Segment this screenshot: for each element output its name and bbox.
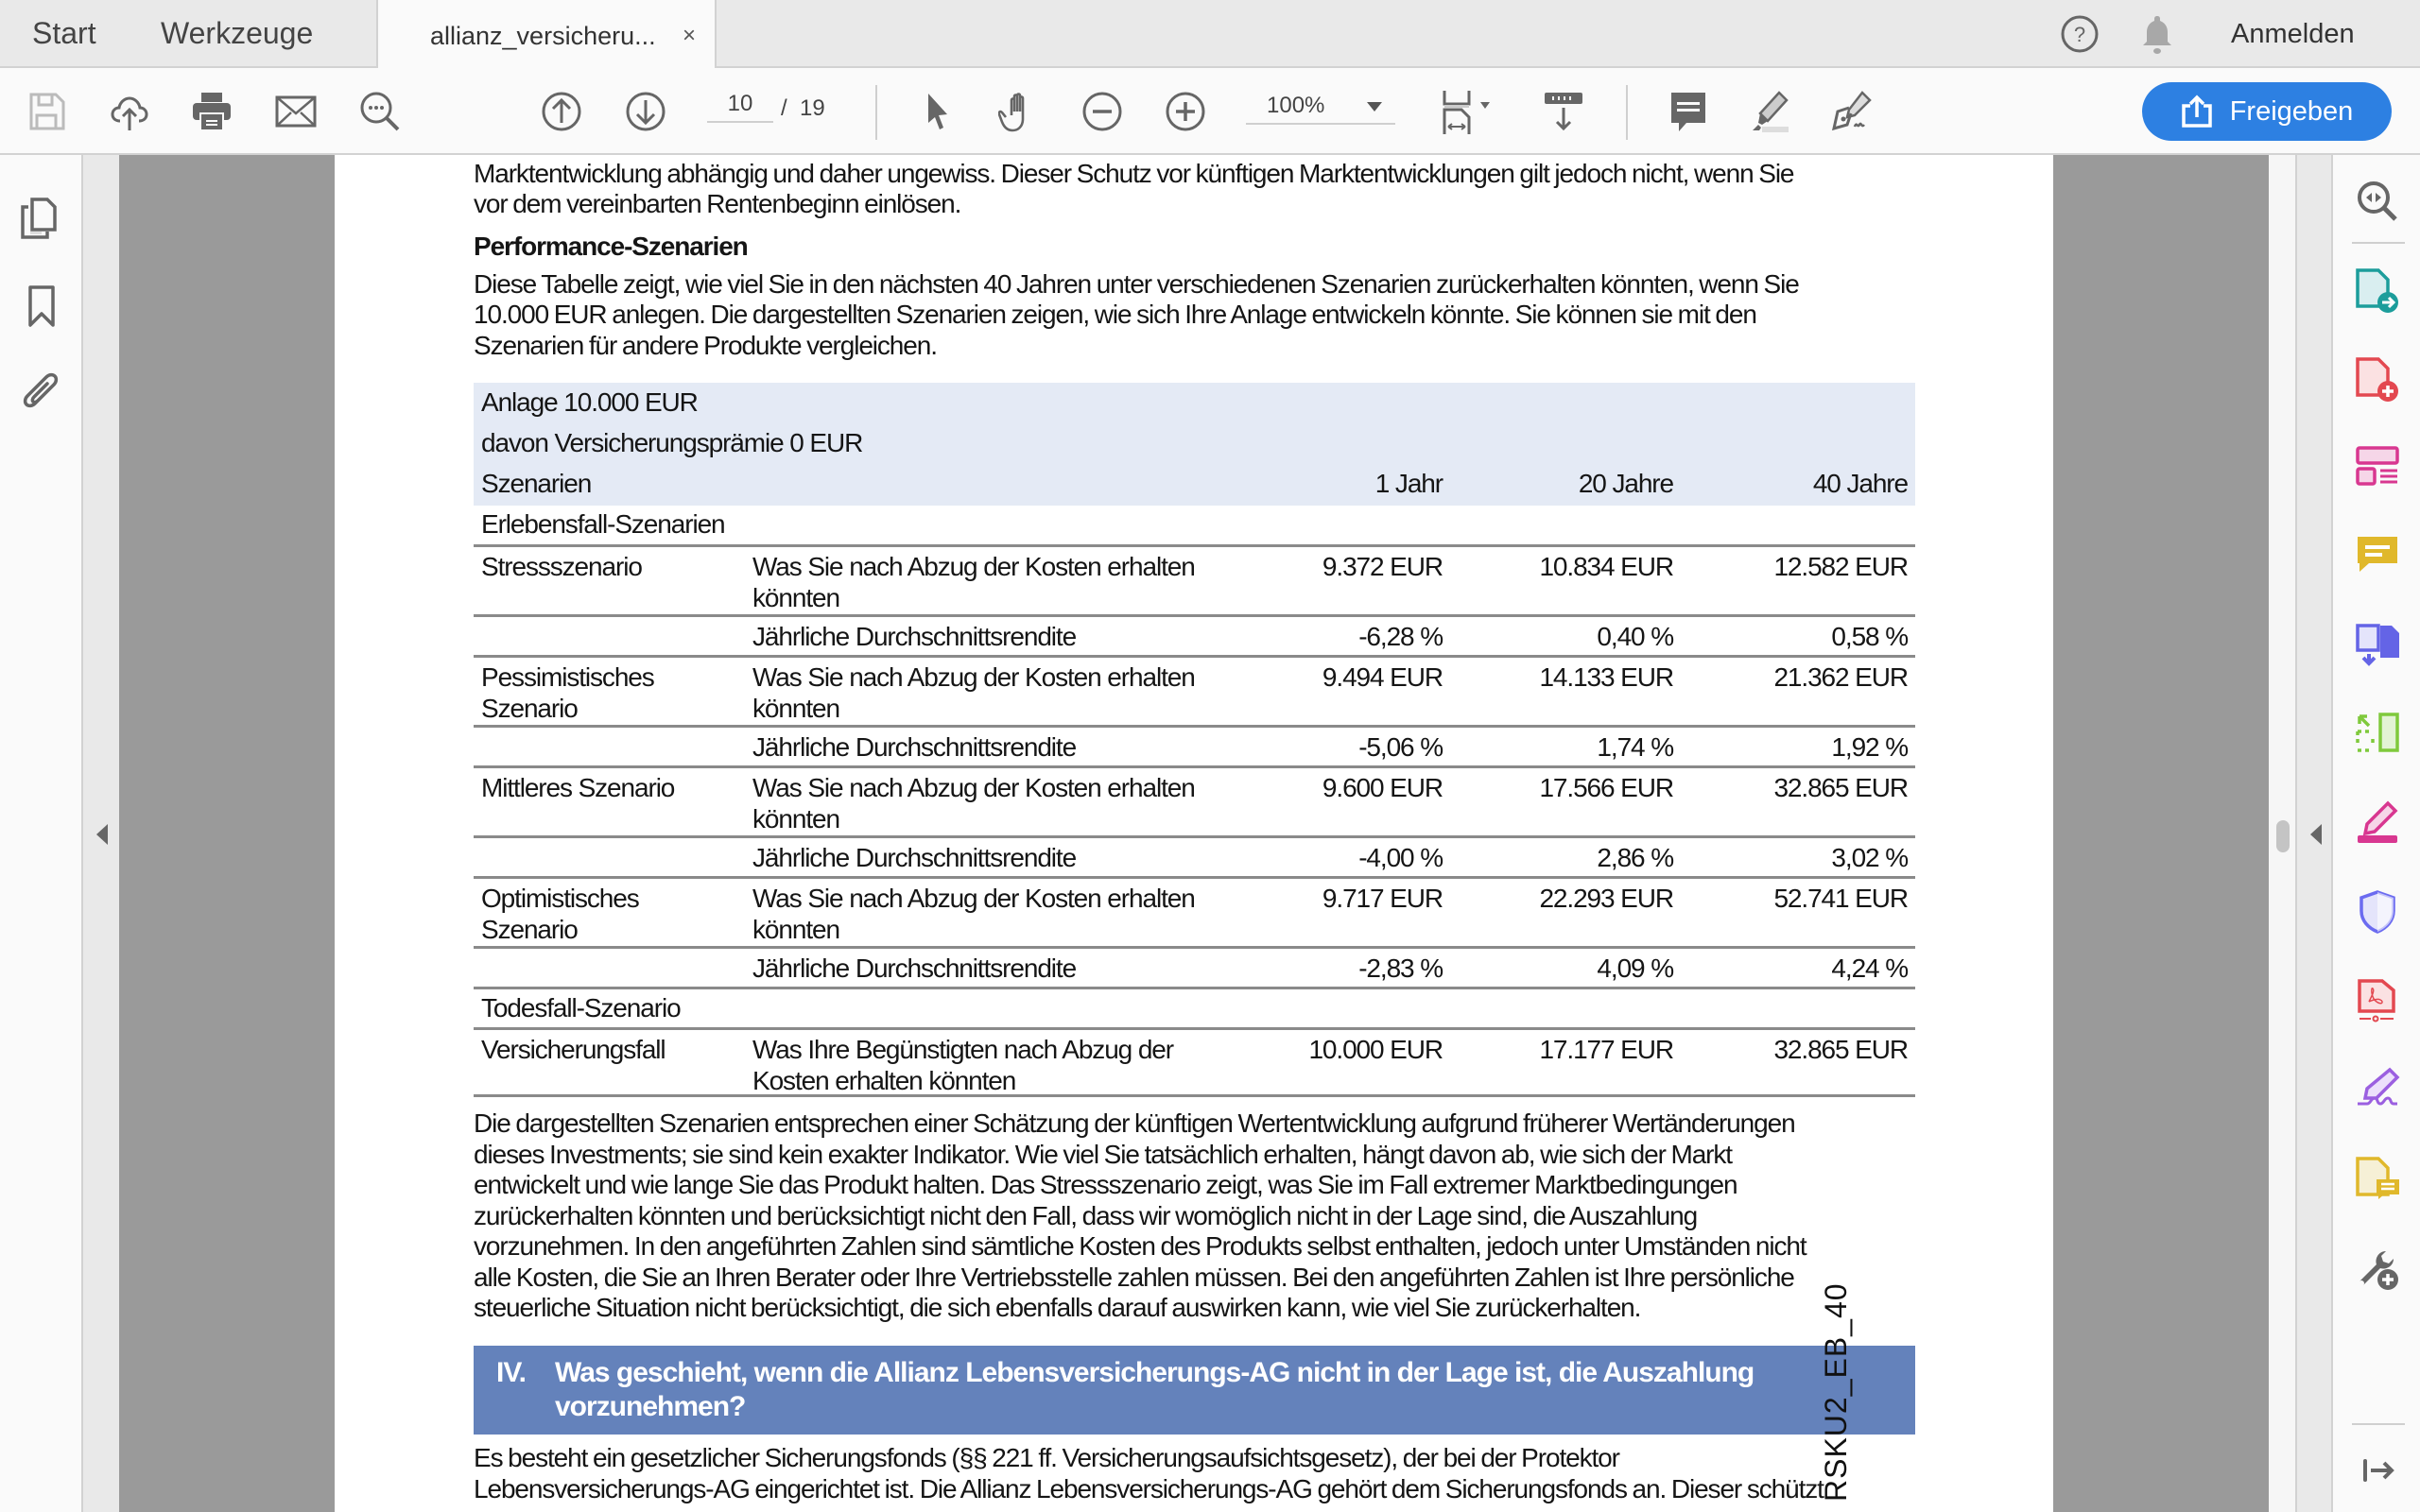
table-row [474, 765, 1915, 835]
find-button[interactable] [354, 85, 406, 138]
scenario-name: Versicherungsfall [481, 1035, 666, 1064]
highlight-button[interactable] [1745, 85, 1798, 138]
row-description-cont: könnten [752, 803, 839, 833]
protect-icon[interactable] [2354, 888, 2401, 936]
section-title: Was geschieht, wenn die Allianz Lebensversicherungs-AG nicht in der Lage ist, die Auszahlung [555, 1357, 1754, 1388]
scenario-name: Stressszenario [481, 552, 642, 581]
main-toolbar [0, 68, 2420, 155]
value-1-year: -4,00 % [1358, 843, 1443, 872]
disclaimer-line: zurückerhalten könnten und berücksichtigt nicht den Fall, dass wir womöglich nicht in der Lage sind, die Auszahlung [474, 1201, 1698, 1230]
left-navigation-pane [0, 155, 83, 1512]
close-tab-icon[interactable]: × [682, 23, 696, 48]
section-heading-iv [474, 1346, 1915, 1435]
table-row [474, 876, 1915, 946]
scenario-name-cont: Szenario [481, 914, 578, 944]
row-description: Was Ihre Begünstigten nach Abzug der [752, 1035, 1173, 1064]
value-40-years: 52.741 EUR [1773, 884, 1908, 913]
app-tab-bar [0, 0, 2420, 68]
section-body-line: Es besteht ein gesetzlicher Sicherungsfonds (§§ 221 ff. Versicherungsaufsichtsgesetz), der bei der Protektor [474, 1443, 1619, 1472]
value-20-years: 0,40 % [1597, 622, 1673, 651]
value-40-years: 1,92 % [1831, 732, 1908, 762]
disclaimer-line: alle Kosten, die Sie an Ihren Berater oder Ihre Vertriebsstelle zahlen müssen. Bei den angeführten Zahlen ist Ihre persönliche [474, 1263, 1794, 1292]
send-comments-icon[interactable] [2354, 1155, 2401, 1202]
share-icon [2181, 94, 2213, 129]
row-description: Jährliche Durchschnittsrendite [752, 622, 1077, 651]
sign-button[interactable] [1826, 85, 1879, 138]
row-description-cont: Kosten erhalten könnten [752, 1065, 1016, 1095]
scroll-mode-button[interactable] [1537, 85, 1590, 138]
fit-page-icon [1439, 89, 1495, 134]
upload-cloud-icon [107, 89, 152, 134]
page-count [781, 91, 825, 127]
email-icon [273, 89, 319, 134]
value-1-year: 10.000 EUR [1308, 1035, 1443, 1064]
select-tool-button[interactable] [911, 85, 964, 138]
tab-werkzeuge[interactable]: Werkzeuge [161, 16, 314, 50]
page-number-input[interactable] [707, 87, 773, 123]
row-description: Was Sie nach Abzug der Kosten erhalten [752, 773, 1195, 802]
row-description: Was Sie nach Abzug der Kosten erhalten [752, 884, 1195, 913]
document-tab[interactable] [376, 0, 717, 68]
edit-pdf-icon[interactable] [2354, 444, 2401, 491]
disclaimer-line: dieses Investments; sie sind kein exakter Indikator. Wie viel Sie tatsächlich erhalten, hängt davon ab, wie sich der Markt [474, 1140, 1732, 1169]
toolbar-divider [1626, 85, 1628, 140]
row-description-cont: könnten [752, 582, 839, 612]
section-number: IV. [496, 1357, 526, 1388]
export-pdf-icon[interactable] [2354, 266, 2401, 314]
value-40-years: 32.865 EUR [1773, 773, 1908, 802]
document-code: RSKU2_EB_40 [1819, 1282, 1853, 1502]
pdf-standards-icon[interactable] [2354, 977, 2401, 1024]
row-description: Jährliche Durchschnittsrendite [752, 732, 1077, 762]
bookmark-icon[interactable] [19, 284, 64, 329]
section-body-line: Lebensversicherungs-AG eingerichtet ist. Die Allianz Lebensversicherungs-AG gehört dem Sicherungsfonds an. Dieser schützt [474, 1474, 1824, 1503]
value-20-years: 1,74 % [1597, 732, 1673, 762]
pdf-page [335, 155, 2053, 1512]
header-premium: davon Versicherungsprämie 0 EUR [481, 428, 863, 457]
value-20-years: 10.834 EUR [1539, 552, 1673, 581]
zoom-in-icon [1163, 89, 1208, 134]
toolbar-divider [875, 85, 877, 140]
help-circle-icon [2059, 13, 2100, 55]
scenario-name: Pessimistisches [481, 662, 654, 692]
value-40-years: 21.362 EUR [1773, 662, 1908, 692]
value-40-years: 0,58 % [1831, 622, 1908, 651]
document-tab-title: allianz_versicheru... [430, 22, 656, 50]
help-button[interactable] [2059, 0, 2100, 68]
zoom-out-button[interactable] [1076, 85, 1129, 138]
share-button-label: Freigeben [2229, 95, 2354, 127]
group-survival-scenarios: Erlebensfall-Szenarien [481, 509, 725, 539]
zoom-level-dropdown[interactable] [1246, 87, 1395, 125]
value-1-year: -2,83 % [1358, 954, 1443, 983]
performance-scenarios-table [474, 383, 1915, 1097]
zoom-in-button[interactable] [1159, 85, 1212, 138]
description-line: Diese Tabelle zeigt, wie viel Sie in den nächsten 40 Jahren unter verschiedenen Szenarien zurückerhalten könnten, wenn Sie [474, 269, 1799, 299]
section-subheading: Performance-Szenarien [474, 232, 748, 261]
value-1-year: 9.372 EUR [1322, 552, 1443, 581]
notifications-button[interactable] [2140, 0, 2174, 68]
header-20-years: 20 Jahre [1578, 469, 1673, 498]
table-row [474, 544, 1915, 614]
sign-icon [1830, 89, 1876, 134]
intro-line: Marktentwicklung abhängig und daher ungewiss. Dieser Schutz vor künftigen Marktentwicklungen gilt jedoch nicht, wenn Sie [474, 159, 1794, 188]
row-description-cont: könnten [752, 693, 839, 723]
value-1-year: 9.717 EUR [1322, 884, 1443, 913]
row-description: Jährliche Durchschnittsrendite [752, 843, 1077, 872]
next-page-button[interactable] [619, 85, 672, 138]
header-investment: Anlage 10.000 EUR [481, 387, 698, 417]
highlight-icon [1749, 89, 1794, 134]
svg-text:?: ? [2073, 23, 2086, 46]
table-row [474, 614, 1915, 655]
value-1-year: -6,28 % [1358, 622, 1443, 651]
email-button[interactable] [269, 85, 322, 138]
description-line: 10.000 EUR anlegen. Die dargestellten Szenarien zeigen, wie sich Ihre Anlage entwickeln könnte. Sie können sie mit den [474, 300, 1756, 329]
enhance-scan-icon[interactable] [2354, 178, 2401, 225]
disclaimer-line: steuerliche Situation nicht berücksichtigt, die sich ebenfalls darauf auswirken kann, wie viel Sie zurückerhalten. [474, 1293, 1641, 1322]
pages-icon[interactable] [19, 196, 64, 241]
value-40-years: 32.865 EUR [1773, 1035, 1908, 1064]
search-icon [357, 89, 403, 134]
arrow-up-circle-icon [539, 89, 584, 134]
value-20-years: 4,09 % [1597, 954, 1673, 983]
zoom-level-value: 100% [1267, 93, 1325, 118]
print-button[interactable] [185, 85, 238, 138]
bell-icon [2140, 13, 2174, 55]
row-description: Jährliche Durchschnittsrendite [752, 954, 1077, 983]
page-separator: / [781, 95, 787, 121]
chevron-down-icon [1367, 102, 1382, 112]
tab-start[interactable]: Start [32, 16, 96, 50]
value-1-year: -5,06 % [1358, 732, 1443, 762]
table-row [474, 1027, 1915, 1097]
upload-button[interactable] [103, 85, 156, 138]
collapse-right-icon[interactable] [2354, 1448, 2401, 1495]
right-pane-collapse-strip[interactable] [2299, 155, 2333, 1512]
table-row [474, 725, 1915, 765]
scrollbar-thumb[interactable] [2276, 820, 2290, 852]
collapse-left-icon[interactable] [96, 824, 108, 845]
header-scenarios: Szenarien [481, 469, 592, 498]
arrow-down-circle-icon [623, 89, 668, 134]
more-tools-icon[interactable] [2354, 1244, 2401, 1291]
row-description: Was Sie nach Abzug der Kosten erhalten [752, 662, 1195, 692]
left-pane-collapse-strip[interactable] [85, 155, 119, 1512]
expand-tools-pane-icon[interactable] [2310, 824, 2322, 845]
group-death-scenario: Todesfall-Szenario [481, 993, 681, 1022]
scenario-name-cont: Szenario [481, 693, 578, 723]
value-20-years: 14.133 EUR [1539, 662, 1673, 692]
disclaimer-line: entwickelt und wie lange Sie das Produkt halten. Das Stressszenario zeigt, was Sie im Fall extremer Marktbedingungen [474, 1170, 1737, 1199]
row-description: Was Sie nach Abzug der Kosten erhalten [752, 552, 1195, 581]
total-pages: 19 [800, 95, 825, 121]
page-display-button[interactable] [1433, 85, 1501, 138]
value-1-year: 9.494 EUR [1322, 662, 1443, 692]
tools-divider [2352, 1423, 2405, 1425]
row-description-cont: könnten [752, 914, 839, 944]
table-row [474, 655, 1915, 725]
vertical-scrollbar[interactable] [2269, 155, 2297, 1512]
create-pdf-icon[interactable] [2354, 355, 2401, 403]
value-20-years: 17.177 EUR [1539, 1035, 1673, 1064]
value-40-years: 3,02 % [1831, 843, 1908, 872]
header-1-year: 1 Jahr [1374, 469, 1443, 498]
sign-in-link[interactable]: Anmelden [2231, 18, 2355, 49]
hand-icon [998, 89, 1044, 134]
table-row [474, 946, 1915, 987]
select-cursor-icon [915, 89, 960, 134]
value-20-years: 2,86 % [1597, 843, 1673, 872]
scroll-mode-icon [1541, 89, 1586, 134]
comment-icon [1666, 89, 1711, 134]
value-40-years: 4,24 % [1831, 954, 1908, 983]
organize-pages-icon[interactable] [2354, 711, 2401, 758]
right-tools-pane [2333, 155, 2420, 1512]
request-signature-icon[interactable] [2354, 1066, 2401, 1113]
hand-tool-button[interactable] [994, 85, 1047, 138]
table-header [474, 383, 1915, 506]
save-icon [24, 89, 69, 134]
print-icon [189, 89, 234, 134]
header-40-years: 40 Jahre [1812, 469, 1908, 498]
zoom-out-icon [1080, 89, 1125, 134]
value-1-year: 9.600 EUR [1322, 773, 1443, 802]
fill-sign-icon[interactable] [2354, 799, 2401, 847]
previous-page-button[interactable] [535, 85, 588, 138]
document-canvas[interactable] [119, 155, 2269, 1512]
description-line: Szenarien für andere Produkte vergleichen. [474, 331, 937, 360]
scenario-name: Optimistisches [481, 884, 639, 913]
disclaimer-line: vorzunehmen. In den angeführten Zahlen sind sämtliche Kosten des Produkts selbst enthalten, jedoch unter Umständen nicht [474, 1231, 1806, 1261]
combine-files-icon[interactable] [2354, 622, 2401, 669]
attachment-icon[interactable] [19, 372, 64, 418]
tools-divider [2352, 242, 2405, 244]
section-title-cont: vorzunehmen? [555, 1391, 746, 1422]
value-20-years: 22.293 EUR [1539, 884, 1673, 913]
intro-line: vor dem vereinbarten Rentenbeginn einlösen. [474, 189, 961, 218]
value-20-years: 17.566 EUR [1539, 773, 1673, 802]
share-button[interactable] [2142, 82, 2392, 141]
scenario-name: Mittleres Szenario [481, 773, 675, 802]
comment-button[interactable] [1662, 85, 1715, 138]
value-40-years: 12.582 EUR [1773, 552, 1908, 581]
comment-icon[interactable] [2354, 533, 2401, 580]
save-button[interactable] [20, 85, 73, 138]
table-row [474, 835, 1915, 876]
disclaimer-line: Die dargestellten Szenarien entsprechen einer Schätzung der künftigen Wertentwicklung aufgrund früherer Wertänderungen [474, 1108, 1795, 1138]
